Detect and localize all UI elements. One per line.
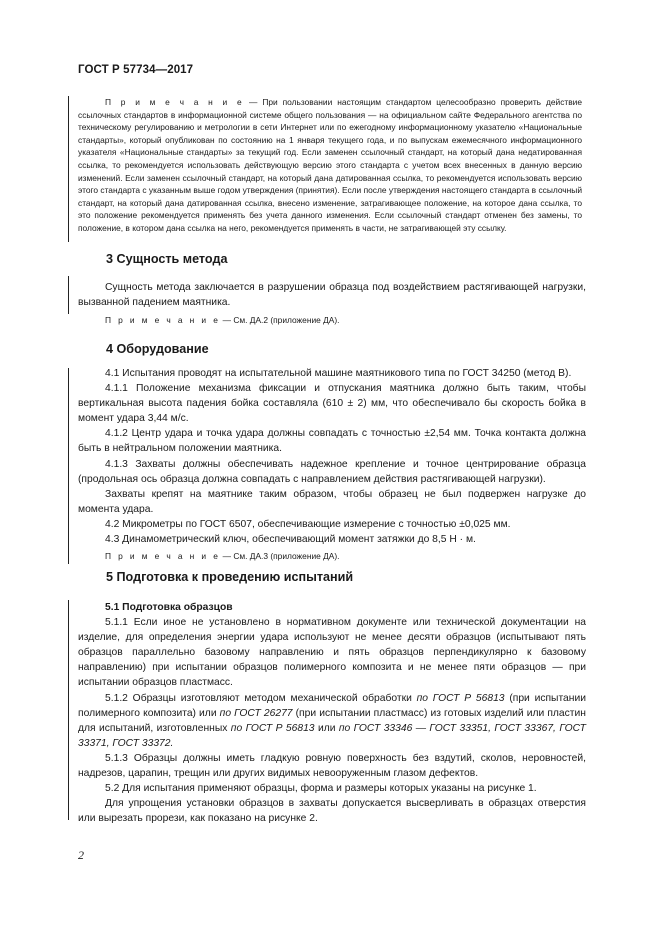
- paragraph: 4.1.1 Положение механизма фиксации и отпускания маятника должно быть таким, чтобы вертикальная высота падения бойка составляла (610 ± 2) мм, что обеспечивало бы скорость бойка в момент удара 3,44 м/с.: [78, 383, 586, 425]
- note-paragraph: [78, 549, 586, 564]
- text-run: (при испытании пластмасс) из готовых изделий или пластин для испытаний, изготовленных: [78, 707, 586, 734]
- paragraph: 4.3 Динамометрический ключ, обеспечивающий момент затяжки до 8,5 Н · м.: [105, 534, 476, 546]
- note-label: П р и м е ч а н и е: [105, 97, 245, 107]
- paragraph: 4.1.2 Центр удара и точка удара должны совпадать с точностью ±2,54 мм. Точка контакта должна быть в нейтральном положении маятника.: [78, 428, 586, 455]
- revision-bar: [68, 96, 69, 242]
- intro-note: [78, 96, 582, 235]
- paragraph: 4.1.3 Захваты должны обеспечивать надежное крепление и точное центрирование образца (продольная ось образца должна совпадать с направлением действия растягивающей нагрузки).: [78, 458, 586, 485]
- paragraph: 4.2 Микрометры по ГОСТ 6507, обеспечивающие измерение с точностью ±0,025 мм.: [105, 518, 511, 530]
- revision-bar: [68, 368, 69, 564]
- paragraph: Сущность метода заключается в разрушении образца под воздействием растягивающей нагрузки, вызванной падением маятника.: [78, 282, 586, 309]
- note-text: — См. ДА.3 (приложение ДА).: [222, 551, 340, 562]
- subsection-heading: 5.1 Подготовка образцов: [105, 602, 233, 613]
- paragraph: Для упрощения установки образцов в захваты допускается высверливать в образцах отверстия или вырезать прорези, как показано на рисунке 2.: [78, 798, 586, 825]
- note-text: — См. ДА.2 (приложение ДА).: [222, 315, 340, 326]
- standard-reference: по ГОСТ 26277: [219, 707, 293, 719]
- section-heading-3: 3 Сущность метода: [106, 252, 228, 266]
- note-text: — При пользовании настоящим стандартом целесообразно проверить действие ссылочных стандартов в информационной системе общего пользования — на официальном сайте Федерального агентства по техническому регулированию и метрологии в сети Интернет или по ежегодному информационному указателю «Национальные стандарты», который опубликован по состоянию на 1 января текущего года, и по выпускам ежемесячного информационного указателя «Национальные стандарты» за текущий год. Если заменен ссылочный стандарт, на который дана недатированная ссылка, то рекомендуется использовать действующую версию этого стандарта с учетом всех внесенных в данную версию изменений. Если заменен ссылочный стандарт, на который дана датированная ссылка, то рекомендуется использовать версию этого стандарта с указанным выше годом утверждения (принятия). Если после утверждения настоящего стандарта в ссылочный стандарт, на который дана датированная ссылка, внесено изменение, затрагивающее положение, на которое дана ссылка, то это положение рекомендуется применять без учета данного изменения. Если ссылочный стандарт отменен без замены, то положение, в котором дана ссылка на него, рекомендуется применять в части, не затрагивающей эту ссылку.: [78, 97, 583, 233]
- standard-reference: по ГОСТ Р 56813: [230, 722, 315, 734]
- section-4-body: [78, 366, 586, 564]
- note-label: П р и м е ч а н и е: [105, 551, 221, 562]
- text-run: или: [317, 722, 336, 734]
- note-paragraph: [78, 313, 586, 328]
- text-run: (при испытании полимерного композита) или: [78, 692, 586, 719]
- document-header: ГОСТ Р 57734—2017: [78, 64, 194, 76]
- standard-reference: по ГОСТ Р 56813: [416, 692, 505, 704]
- paragraph: Захваты крепят на маятнике таким образом, чтобы образец не был подвержен нагрузке до момента удара.: [78, 488, 586, 515]
- section-3-body: [78, 280, 586, 328]
- page-number: 2: [78, 848, 84, 862]
- text-run: 5.1.2 Образцы изготовляют методом механической обработки: [105, 692, 412, 704]
- section-heading-5: 5 Подготовка к проведению испытаний: [106, 570, 354, 584]
- section-5-body: [78, 600, 586, 826]
- section-heading-4: 4 Оборудование: [106, 342, 209, 356]
- paragraph: [78, 691, 586, 751]
- paragraph: 4.1 Испытания проводят на испытательной машине маятникового типа по ГОСТ 34250 (метод В).: [105, 368, 572, 379]
- note-label: П р и м е ч а н и е: [105, 315, 221, 326]
- revision-bar: [68, 600, 69, 820]
- paragraph: 5.2 Для испытания применяют образцы, форма и размеры которых указаны на рисунке 1.: [105, 783, 537, 795]
- paragraph: 5.1.3 Образцы должны иметь гладкую ровную поверхность без вздутий, сколов, неровностей, надрезов, царапин, трещин или других видимых невооруженным глазом дефектов.: [78, 752, 586, 780]
- standard-reference: по ГОСТ 33346 — ГОСТ 33351, ГОСТ 33367, ГОСТ 33371, ГОСТ 33372.: [78, 722, 586, 749]
- revision-bar: [68, 276, 69, 314]
- paragraph: 5.1.1 Если иное не установлено в нормативном документе или технической документации на изделие, для определения энергии удара используют не менее десяти образцов (испытывают пять образцов параллельно базовому направлению и пять образцов перпендикулярно к базовому направлению) при испытании образцов полимерного композита и не менее пяти образцов — при испытании образцов пластмасс.: [78, 617, 586, 689]
